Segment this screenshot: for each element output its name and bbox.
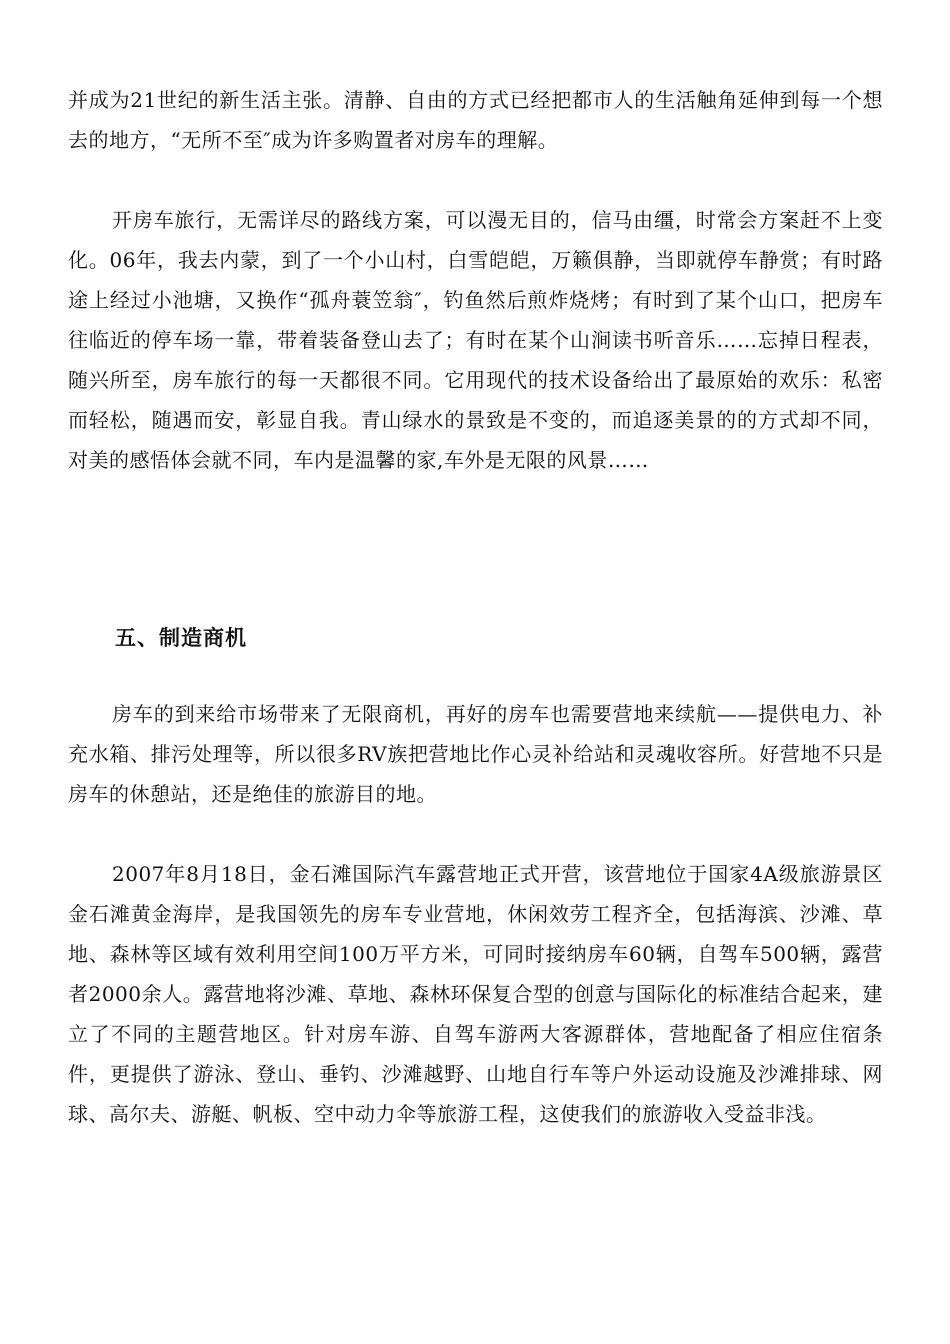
paragraph-rv-travel: 开房车旅行，无需详尽的路线方案，可以漫无目的，信马由缰，时常会方案赶不上变化。06年，我去内蒙，到了一个小山村，白雪皑皑，万籁俱静，当即就停车静赏；有时路途上经过小池塘，又换作“孤舟蓑笠翁″，钓鱼然后煎炸烧烤；有时到了某个山口，把房车往临近的停车场一靠，带着装备登山去了；有时在某个山涧读书听音乐……忘掉日程表，随兴所至，房车旅行的每一天都很不同。它用现代的技术设备给出了最原始的欢乐：私密而轻松，随遇而安，彰显自我。青山绿水的景致是不变的，而追逐美景的的方式却不同，对美的感悟体会就不同，车内是温馨的家,车外是无限的风景…… bbox=[68, 208, 883, 472]
section-heading: 五、制造商机 bbox=[115, 626, 247, 650]
paragraph-continuation: 并成为21世纪的新生活主张。清静、自由的方式已经把都市人的生活触角延伸到每一个想去的地方，“无所不至″成为许多购置者对房车的理解。 bbox=[68, 88, 883, 152]
paragraph-business-opportunity: 房车的到来给市场带来了无限商机，再好的房车也需要营地来续航——提供电力、补充水箱、排污处理等，所以很多RV族把营地比作心灵补给站和灵魂收容所。好营地不只是房车的休憩站，还是绝佳的旅游目的地。 bbox=[68, 702, 883, 806]
paragraph-campground: 2007年8月18日，金石滩国际汽车露营地正式开营，该营地位于国家4A级旅游景区金石滩黄金海岸，是我国领先的房车专业营地，休闲效劳工程齐全，包括海滨、沙滩、草地、森林等区域有效利用空间100万平方米，可同时接纳房车60辆，自驾车500辆，露营者2000余人。露营地将沙滩、草地、森林环保复合型的创意与国际化的标准结合起来，建立了不同的主题营地区。针对房车游、自驾车游两大客源群体，营地配备了相应住宿条件，更提供了游泳、登山、垂钓、沙滩越野、山地自行车等户外运动设施及沙滩排球、网球、高尔夫、游艇、帆板、空中动力伞等旅游工程，这使我们的旅游收入受益非浅。 bbox=[68, 862, 883, 1126]
